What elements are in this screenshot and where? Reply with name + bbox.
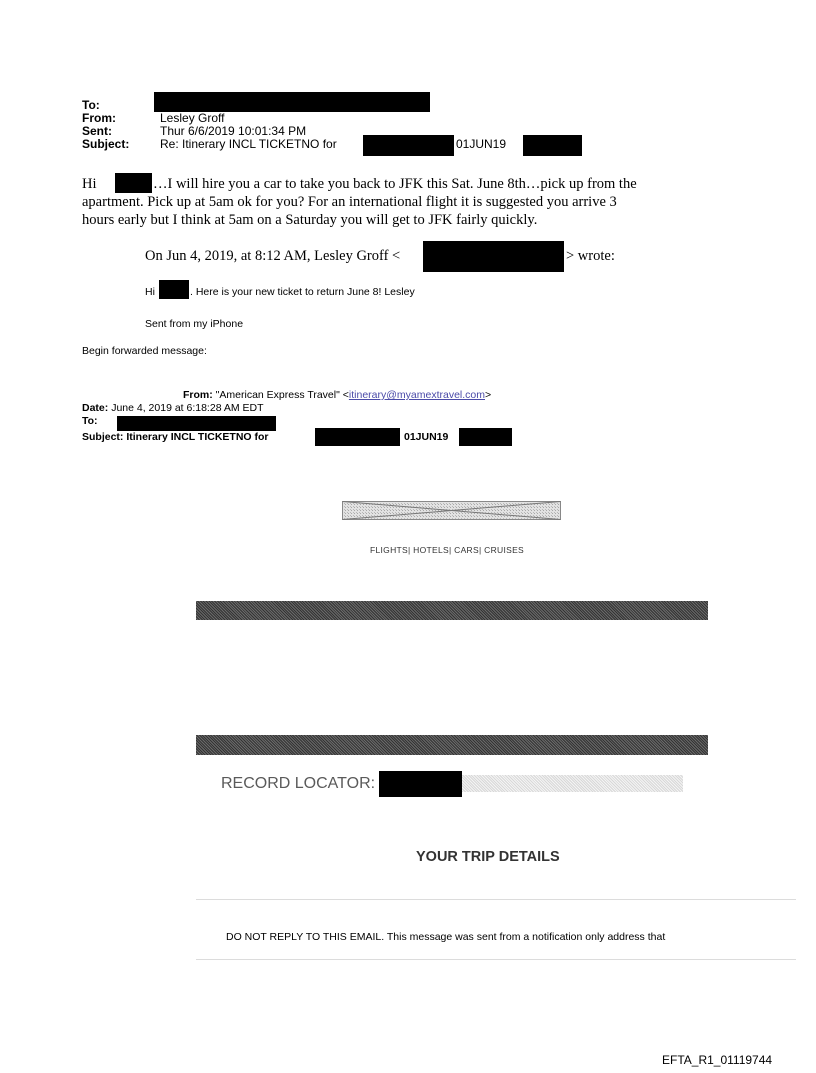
fwd-to-line <box>82 416 98 427</box>
body-line-3: hours early but I think at 5am on a Saturday you will get to JFK fairly quickly. <box>82 212 538 228</box>
banner-bar-bottom <box>196 735 708 755</box>
sent-from-iphone: Sent from my iPhone <box>145 318 244 330</box>
fwd-date-value: June 4, 2019 at 6:18:28 AM EDT <box>111 402 264 414</box>
quoted-hi: Hi <box>145 286 155 298</box>
redaction-recipient-name <box>115 173 152 193</box>
quoted-intro-suffix: > wrote: <box>566 248 615 264</box>
fwd-subject-label: Subject: <box>82 431 124 443</box>
redaction-to <box>154 92 430 112</box>
banner-bar-top <box>196 601 708 620</box>
fwd-from-line <box>183 390 491 401</box>
do-not-reply-notice: DO NOT REPLY TO THIS EMAIL. This message was sent from a notification only address that <box>226 931 666 943</box>
trip-details-heading: YOUR TRIP DETAILS <box>416 849 560 865</box>
divider-bottom <box>196 959 796 960</box>
redaction-fwd-subject-end <box>459 428 512 446</box>
from-value: Lesley Groff <box>160 111 225 125</box>
from-label: From: <box>82 111 116 125</box>
redaction-subject-name <box>363 135 454 156</box>
email-header <box>82 99 602 159</box>
to-label: To: <box>82 98 100 112</box>
redaction-quoted-name <box>159 280 189 299</box>
body-hi: Hi <box>82 176 97 192</box>
broken-image-icon <box>342 501 561 520</box>
sent-label: Sent: <box>82 124 112 138</box>
fwd-from-label: From: <box>183 389 213 401</box>
fwd-from-name: "American Express Travel" < <box>215 389 349 401</box>
fwd-subject-value: Itinerary INCL TICKETNO for <box>126 431 269 443</box>
divider-top <box>196 899 796 900</box>
fwd-from-email-link[interactable]: itinerary@myamextravel.com <box>348 389 485 401</box>
fwd-date-label: Date: <box>82 402 109 414</box>
fwd-subject-line <box>82 432 269 443</box>
record-locator-bar <box>462 775 683 792</box>
broken-image-placeholder <box>342 501 561 520</box>
amex-nav-links[interactable]: FLIGHTS| HOTELS| CARS| CRUISES <box>370 545 525 555</box>
fwd-subject-date: 01JUN19 <box>404 431 449 443</box>
body-line-1: …I will hire you a car to take you back to JFK this Sat. June 8th…pick up from the <box>153 176 637 192</box>
subject-label: Subject: <box>82 137 130 151</box>
redaction-fwd-subject-name <box>315 428 400 446</box>
quoted-ticket-line: . Here is your new ticket to return June 8! Lesley <box>190 286 415 298</box>
body-line-2: apartment. Pick up at 5am ok for you? For an international flight it is suggested you arrive 3 <box>82 194 617 210</box>
subject-prefix: Re: Itinerary INCL TICKETNO for <box>160 137 337 151</box>
fwd-from-close: > <box>485 389 492 401</box>
redaction-quoted-email <box>423 241 564 272</box>
begin-forwarded: Begin forwarded message: <box>82 345 207 357</box>
redaction-subject-end <box>523 135 582 156</box>
fwd-date-line <box>82 403 264 414</box>
subject-date: 01JUN19 <box>456 137 507 151</box>
fwd-to-label: To: <box>82 415 98 427</box>
redaction-fwd-to <box>117 416 276 431</box>
bates-number: EFTA_R1_01119744 <box>662 1053 773 1067</box>
sent-value: Thur 6/6/2019 10:01:34 PM <box>160 124 307 138</box>
redaction-record-locator <box>379 771 462 797</box>
record-locator-label: RECORD LOCATOR: <box>221 775 376 792</box>
quoted-intro-prefix: On Jun 4, 2019, at 8:12 AM, Lesley Groff < <box>145 248 401 264</box>
